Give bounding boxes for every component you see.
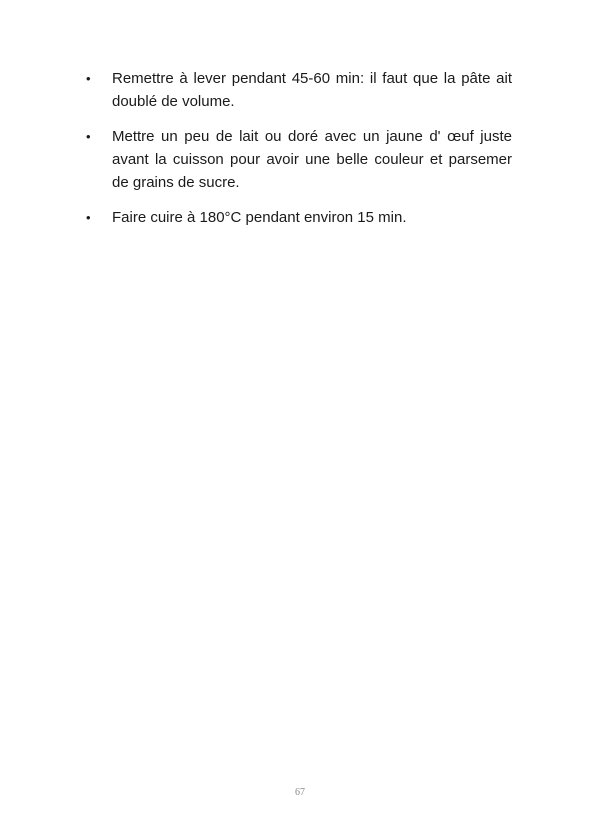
list-item-text: Faire cuire à 180°C pendant environ 15 min.: [112, 209, 407, 226]
page-number: 67: [295, 787, 305, 798]
bullet-icon: •: [86, 210, 91, 225]
bullet-icon: •: [86, 71, 91, 86]
bullet-icon: •: [86, 129, 91, 144]
instruction-list: [86, 67, 512, 229]
list-item-text: Mettre un peu de lait ou doré avec un jaune d' œuf juste avant la cuisson pour avoir une belle couleur et parsemer de grains de sucre.: [112, 128, 512, 191]
list-item: [86, 67, 512, 113]
list-item: [86, 206, 512, 229]
list-item-text: Remettre à lever pendant 45-60 min: il faut que la pâte ait doublé de volume.: [112, 70, 512, 110]
list-item: [86, 125, 512, 194]
